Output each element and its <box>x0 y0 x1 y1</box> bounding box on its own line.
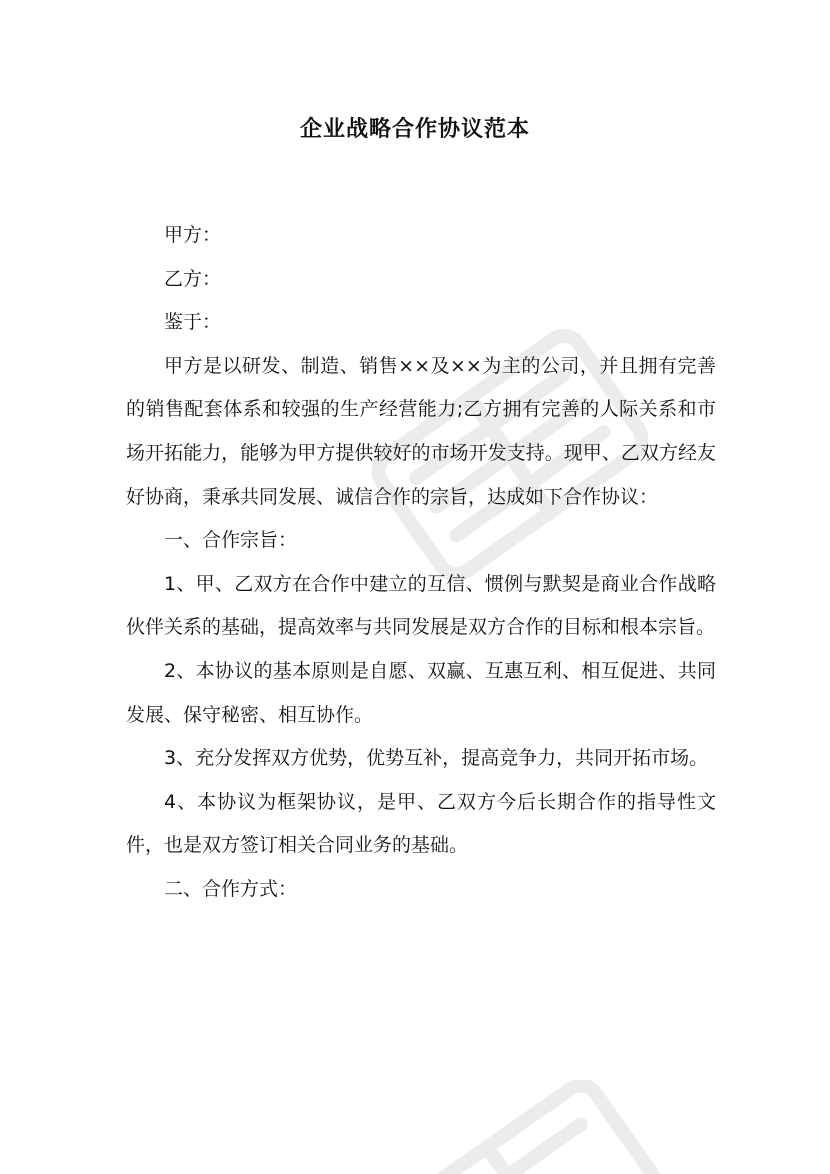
party-a-line: 甲方： <box>164 224 222 246</box>
purpose-clause-2: 2、本协议的基本原则是自愿、双赢、互惠互利、相互促进、共同发展、保守秘密、相互协作。 <box>126 659 716 726</box>
party-b-line: 乙方： <box>164 267 222 290</box>
purpose-clause-1: 1、甲、乙双方在合作中建立的互信、惯例与默契是商业合作战略伙伴关系的基础，提高效率与共同发展是双方合作的目标和根本宗旨。 <box>126 572 716 639</box>
section-heading-purpose: 一、合作宗旨： <box>164 529 298 552</box>
document-body <box>126 214 716 912</box>
whereas-line: 鉴于： <box>164 311 222 334</box>
watermark-mark-lower <box>300 1080 720 1174</box>
purpose-clause-3: 3、充分发挥双方优势，优势互补，提高竞争力，共同开拓市场。 <box>164 747 709 770</box>
background-paragraph: 甲方是以研发、制造、销售××及××为主的公司，并且拥有完善的销售配套体系和较强的生产经营能力;乙方拥有完善的人际关系和市场开拓能力，能够为甲方提供较好的市场开发支持。现甲、乙双方经友好协商，秉承共同发展、诚信合作的宗旨，达成如下合作协议： <box>126 354 716 508</box>
purpose-clause-4: 4、本协议为框架协议，是甲、乙双方今后长期合作的指导性文件，也是双方签订相关合同业务的基础。 <box>126 790 716 857</box>
section-heading-method: 二、合作方式： <box>164 877 298 900</box>
document-title: 企业战略合作协议范本 <box>299 117 530 142</box>
